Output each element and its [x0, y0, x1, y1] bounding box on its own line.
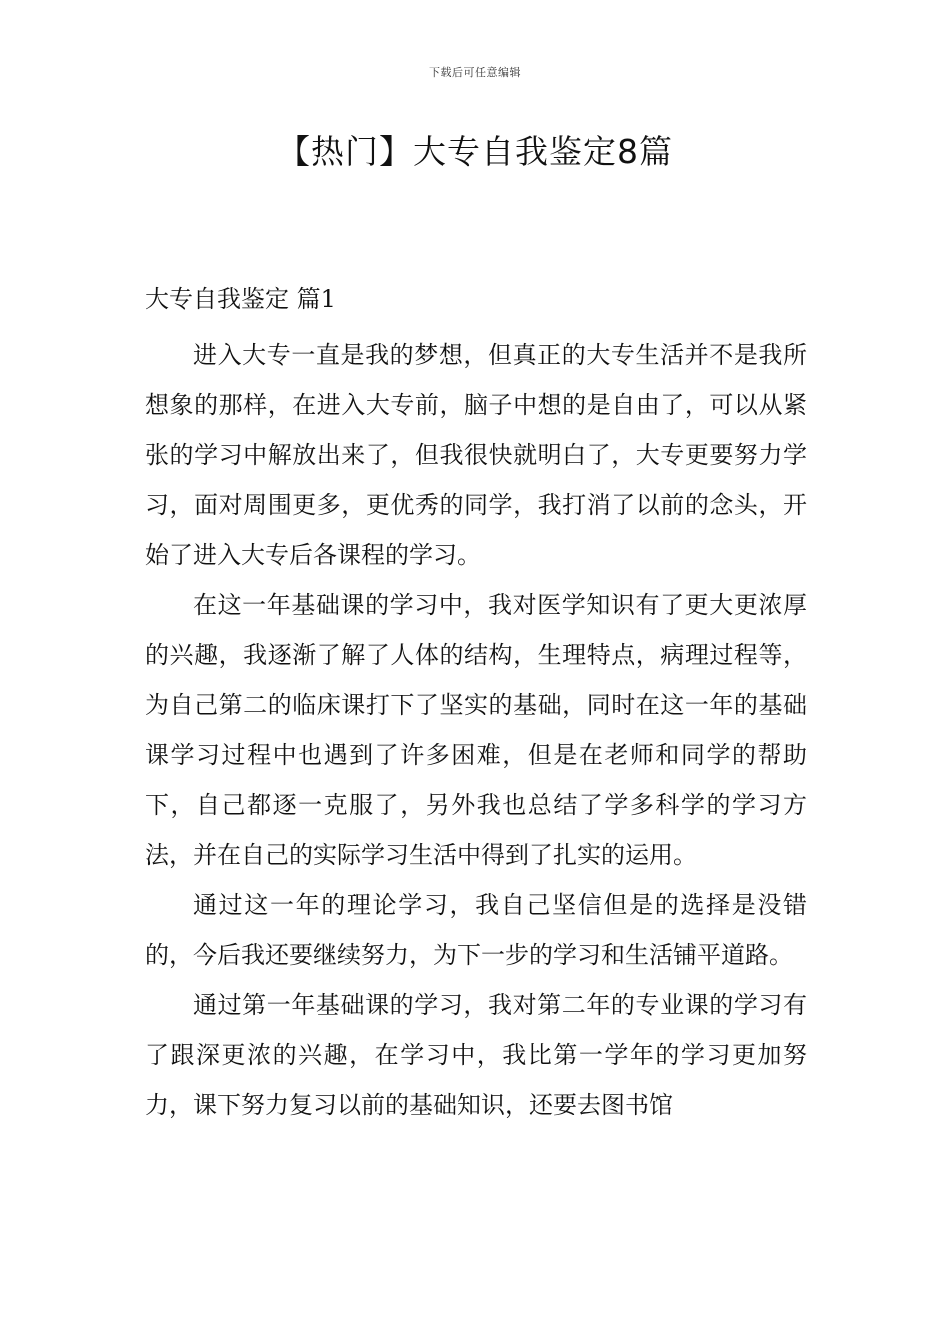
paragraph-1: 进入大专一直是我的梦想，但真正的大专生活并不是我所想象的那样，在进入大专前，脑子中想的是自由了，可以从紧张的学习中解放出来了，但我很快就明白了，大专更要努力学习，面对周围更多，更优秀的同学，我打消了以前的念头，开始了进入大专后各课程的学习。 [145, 341, 807, 569]
paragraph-3: 通过这一年的理论学习，我自己坚信但是的选择是没错的，今后我还要继续努力，为下一步的学习和生活铺平道路。 [145, 891, 807, 969]
document-title: 【热门】大专自我鉴定8篇 [277, 132, 673, 171]
document-body [145, 280, 807, 1130]
header-note: 下载后可任意编辑 [429, 66, 521, 79]
paragraph-4: 通过第一年基础课的学习，我对第二年的专业课的学习有了跟深更浓的兴趣，在学习中，我比第一学年的学习更加努力，课下努力复习以前的基础知识，还要去图书馆 [145, 991, 807, 1119]
section-heading: 大专自我鉴定 篇1 [145, 285, 336, 313]
paragraph-2: 在这一年基础课的学习中，我对医学知识有了更大更浓厚的兴趣，我逐渐了解了人体的结构，生理特点，病理过程等，为自己第二的临床课打下了坚实的基础，同时在这一年的基础课学习过程中也遇到了许多困难，但是在老师和同学的帮助下，自己都逐一克服了，另外我也总结了学多科学的学习方法，并在自己的实际学习生活中得到了扎实的运用。 [145, 591, 807, 869]
